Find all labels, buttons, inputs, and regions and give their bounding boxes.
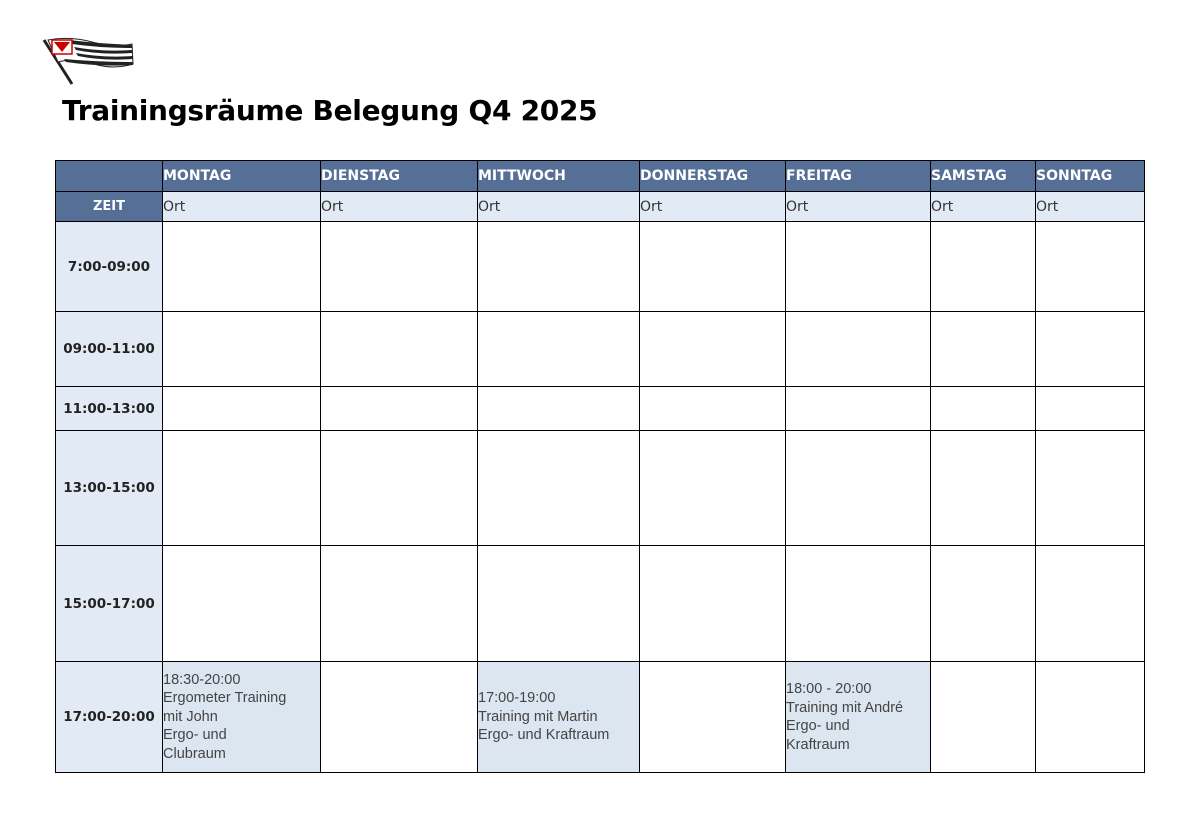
schedule-cell: [163, 222, 321, 312]
ort-label: Ort: [321, 192, 478, 222]
schedule-cell: [321, 546, 478, 662]
entry-line: 17:00-19:00: [478, 690, 556, 707]
time-slot: 09:00-11:00: [56, 312, 163, 387]
entry-line: Ergo- und Kraftraum: [478, 727, 610, 744]
schedule-cell: [478, 546, 640, 662]
entry-line: Training mit Martin: [478, 708, 598, 725]
ort-label: Ort: [931, 192, 1036, 222]
schedule-cell: [931, 222, 1036, 312]
schedule-cell: [640, 222, 786, 312]
time-slot: 13:00-15:00: [56, 431, 163, 546]
schedule-cell: [1036, 546, 1145, 662]
schedule-cell: [786, 546, 931, 662]
schedule-cell: [640, 387, 786, 431]
schedule-cell: [321, 662, 478, 773]
entry-line: Clubraum: [163, 745, 226, 762]
entry-line: 18:00 - 20:00: [786, 681, 872, 697]
ort-row: [56, 192, 1145, 222]
entry-line: Ergo- und: [163, 727, 227, 744]
entry-line: Ergo- und: [786, 718, 850, 734]
schedule-cell: [1036, 222, 1145, 312]
schedule-cell: [786, 222, 931, 312]
schedule-cell: [478, 387, 640, 431]
time-row: [56, 387, 1145, 431]
schedule-table: [55, 160, 1145, 773]
schedule-cell: [478, 312, 640, 387]
schedule-cell: [478, 222, 640, 312]
day-wednesday: MITTWOCH: [478, 161, 640, 192]
schedule-cell: [931, 662, 1036, 773]
schedule-cell: [786, 431, 931, 546]
ort-label: Ort: [786, 192, 931, 222]
page-title: Trainingsräume Belegung Q4 2025: [62, 94, 598, 127]
time-row: [56, 546, 1145, 662]
schedule-cell: [321, 222, 478, 312]
schedule-cell: [640, 431, 786, 546]
time-slot: 17:00-20:00: [56, 662, 163, 773]
schedule-cell: [321, 387, 478, 431]
schedule-cell: [1036, 662, 1145, 773]
schedule-cell: [163, 546, 321, 662]
time-row: [56, 312, 1145, 387]
schedule-cell: [640, 662, 786, 773]
schedule-cell: [640, 546, 786, 662]
schedule-cell: [163, 312, 321, 387]
schedule-cell: [321, 312, 478, 387]
schedule-cell: [640, 312, 786, 387]
ort-label: Ort: [640, 192, 786, 222]
ort-label: Ort: [1036, 192, 1145, 222]
schedule-cell: [1036, 312, 1145, 387]
time-slot: 7:00-09:00: [56, 222, 163, 312]
schedule-cell: [163, 387, 321, 431]
entry-line: Training mit André: [786, 699, 904, 716]
entry-line: mit John: [163, 708, 218, 725]
schedule-cell: [931, 546, 1036, 662]
schedule-cell: [1036, 431, 1145, 546]
schedule-cell: [931, 387, 1036, 431]
entry-line: 18:30-20:00: [163, 671, 241, 688]
schedule-cell: [931, 312, 1036, 387]
day-tuesday: DIENSTAG: [321, 161, 478, 192]
zeit-label: ZEIT: [56, 192, 163, 222]
club-flag-logo: [40, 34, 136, 88]
corner-cell: [56, 161, 163, 192]
schedule-cell: [478, 431, 640, 546]
time-row: [56, 431, 1145, 546]
time-slot: 11:00-13:00: [56, 387, 163, 431]
day-friday: FREITAG: [786, 161, 931, 192]
entry-friday: [786, 662, 931, 773]
time-row: [56, 222, 1145, 312]
schedule-cell: [786, 312, 931, 387]
schedule-cell: [786, 387, 931, 431]
day-saturday: SAMSTAG: [931, 161, 1036, 192]
entry-monday: [163, 662, 321, 773]
day-header-row: [56, 161, 1145, 192]
ort-label: Ort: [163, 192, 321, 222]
entry-wednesday: [478, 662, 640, 773]
entry-line: Ergometer Training: [163, 690, 287, 707]
schedule-cell: [321, 431, 478, 546]
time-row: [56, 662, 1145, 773]
ort-label: Ort: [478, 192, 640, 222]
day-thursday: DONNERSTAG: [640, 161, 786, 192]
schedule-cell: [163, 431, 321, 546]
schedule-cell: [1036, 387, 1145, 431]
day-sunday: SONNTAG: [1036, 161, 1145, 192]
schedule-cell: [931, 431, 1036, 546]
day-monday: MONTAG: [163, 161, 321, 192]
time-slot: 15:00-17:00: [56, 546, 163, 662]
entry-line: Kraftraum: [786, 736, 850, 753]
